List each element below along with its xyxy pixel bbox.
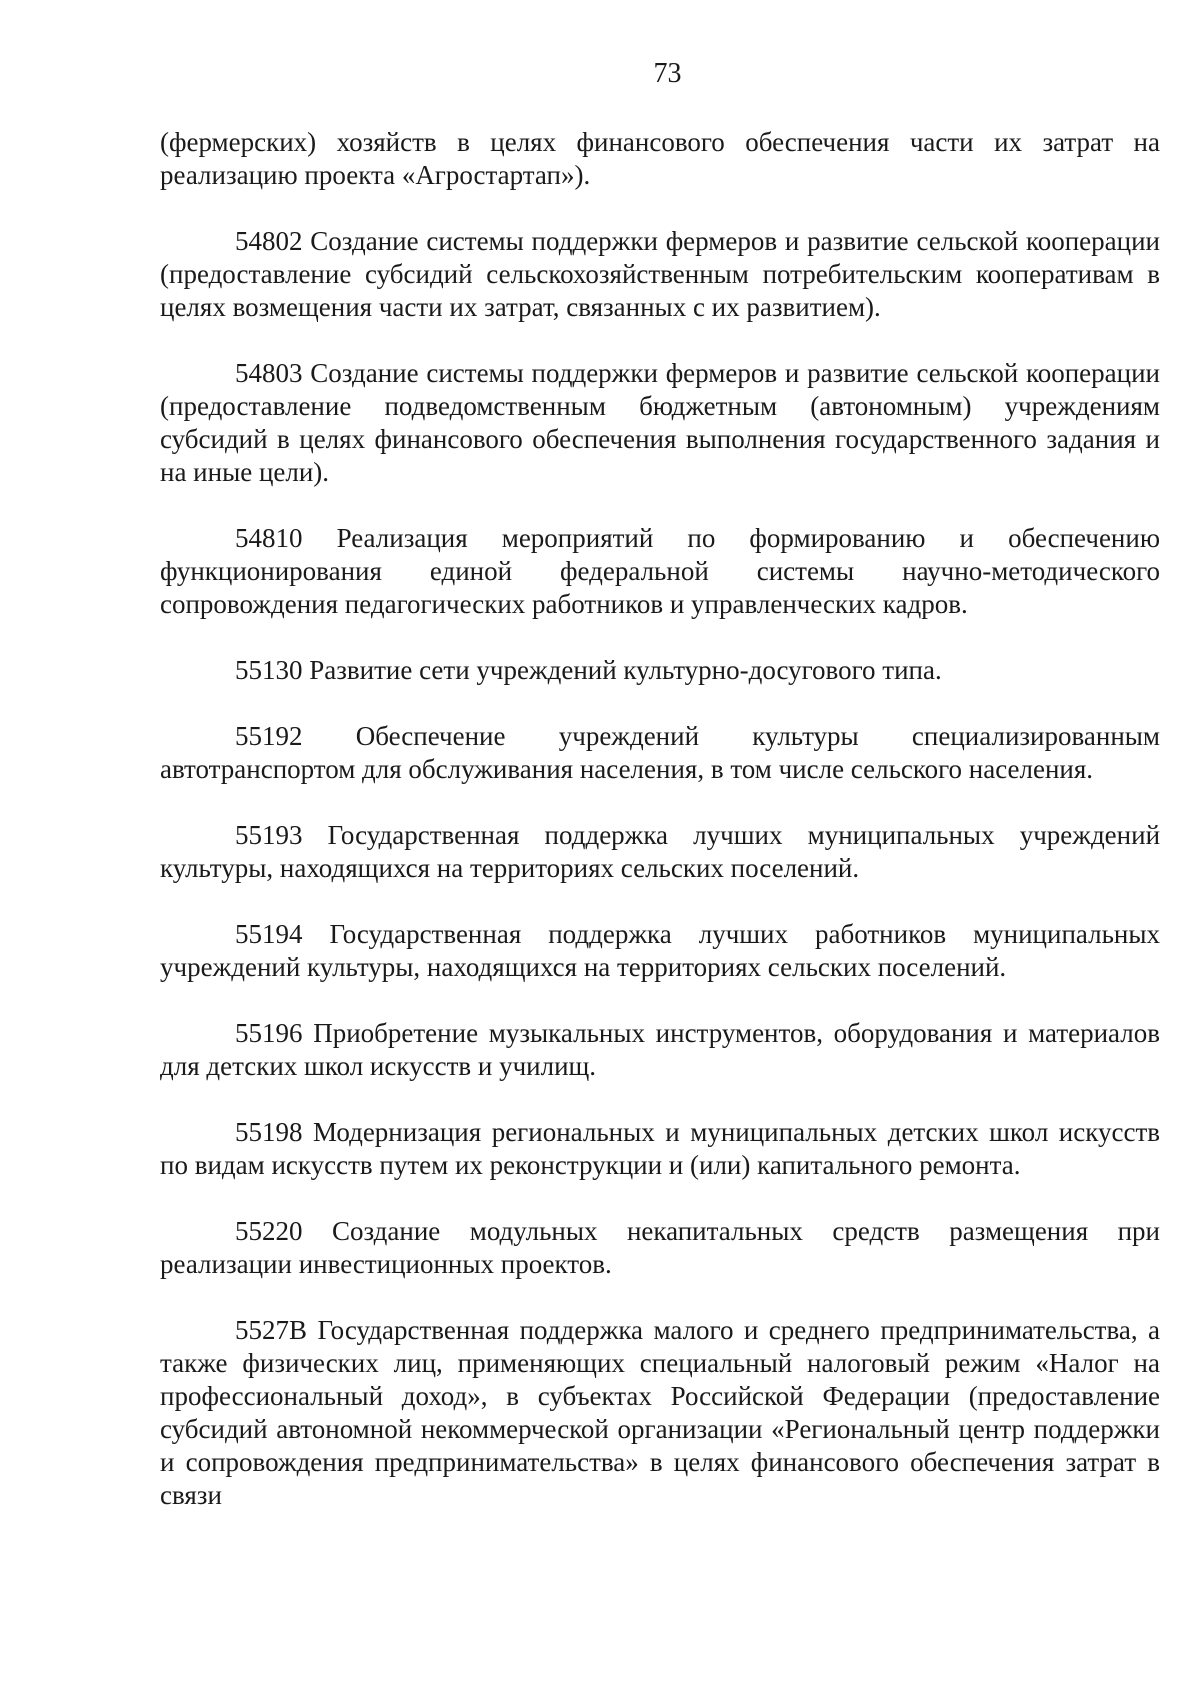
paragraph-55193 [160, 819, 1160, 885]
paragraph-text: Государственная поддержка лучших муниципальных учреждений культуры, находящихся на территориях сельских поселений. [160, 820, 1161, 883]
paragraph-text: Приобретение музыкальных инструментов, оборудования и материалов для детских школ искусств и училищ. [160, 1018, 1161, 1081]
paragraph-text: Государственная поддержка малого и среднего предпринимательства, а также физических лиц, применяющих специальный налоговый режим «Налог на профессиональный доход», в субъектах Российской Федерации (предоставление субсидий автономной некоммерческой организации «Региональный центр поддержки и сопровождения предпринимательства» в целях финансового обеспечения затрат в связи [160, 1315, 1161, 1510]
paragraph-5527v [160, 1314, 1160, 1512]
budget-code: 55196 [235, 1018, 303, 1048]
page-number: 73 [653, 58, 682, 89]
paragraph-continuation [160, 126, 1160, 192]
paragraph-55194 [160, 918, 1160, 984]
budget-code: 55192 [235, 721, 303, 751]
budget-code: 55130 [235, 655, 303, 685]
budget-code: 54802 [235, 226, 303, 256]
paragraph-text: Реализация мероприятий по формированию и обеспечению функционирования единой федеральной системы научно-методического сопровождения педагогических работников и управленческих кадров. [160, 523, 1160, 619]
budget-code: 5527В [235, 1315, 308, 1345]
paragraph-55220 [160, 1215, 1160, 1281]
budget-code: 55194 [235, 919, 303, 949]
paragraph-54810 [160, 522, 1160, 621]
paragraph-54802 [160, 225, 1160, 324]
paragraph-text: Создание модульных некапитальных средств размещения при реализации инвестиционных проектов. [160, 1216, 1160, 1279]
budget-code: 55220 [235, 1216, 303, 1246]
budget-code: 55198 [235, 1117, 303, 1147]
paragraph-text: Модернизация региональных и муниципальных детских школ искусств по видам искусств путем их реконструкции и (или) капитального ремонта. [160, 1117, 1160, 1180]
paragraph-55130 [160, 654, 1160, 687]
paragraph-text: Создание системы поддержки фермеров и развитие сельской кооперации (предоставление субсидий сельскохозяйственным потребительским кооперативам в целях возмещения части их затрат, связанных с их развитием). [160, 226, 1160, 322]
paragraph-text: (фермерских) хозяйств в целях финансового обеспечения части их затрат на реализацию проекта «Агростартап»). [160, 127, 1160, 190]
budget-code: 55193 [235, 820, 303, 850]
paragraph-text: Развитие сети учреждений культурно-досугового типа. [309, 655, 942, 685]
paragraph-55198 [160, 1116, 1160, 1182]
paragraph-54803 [160, 357, 1160, 489]
budget-code: 54803 [235, 358, 303, 388]
document-body [160, 126, 1160, 1512]
paragraph-55192 [160, 720, 1160, 786]
paragraph-text: Государственная поддержка лучших работников муниципальных учреждений культуры, находящихся на территориях сельских поселений. [160, 919, 1161, 982]
paragraph-text: Создание системы поддержки фермеров и развитие сельской кооперации (предоставление подведомственным бюджетным (автономным) учреждениям субсидий в целях финансового обеспечения выполнения государственного задания и на иные цели). [160, 358, 1160, 487]
paragraph-text: Обеспечение учреждений культуры специализированным автотранспортом для обслуживания населения, в том числе сельского населения. [160, 721, 1161, 784]
budget-code: 54810 [235, 523, 303, 553]
paragraph-55196 [160, 1017, 1160, 1083]
